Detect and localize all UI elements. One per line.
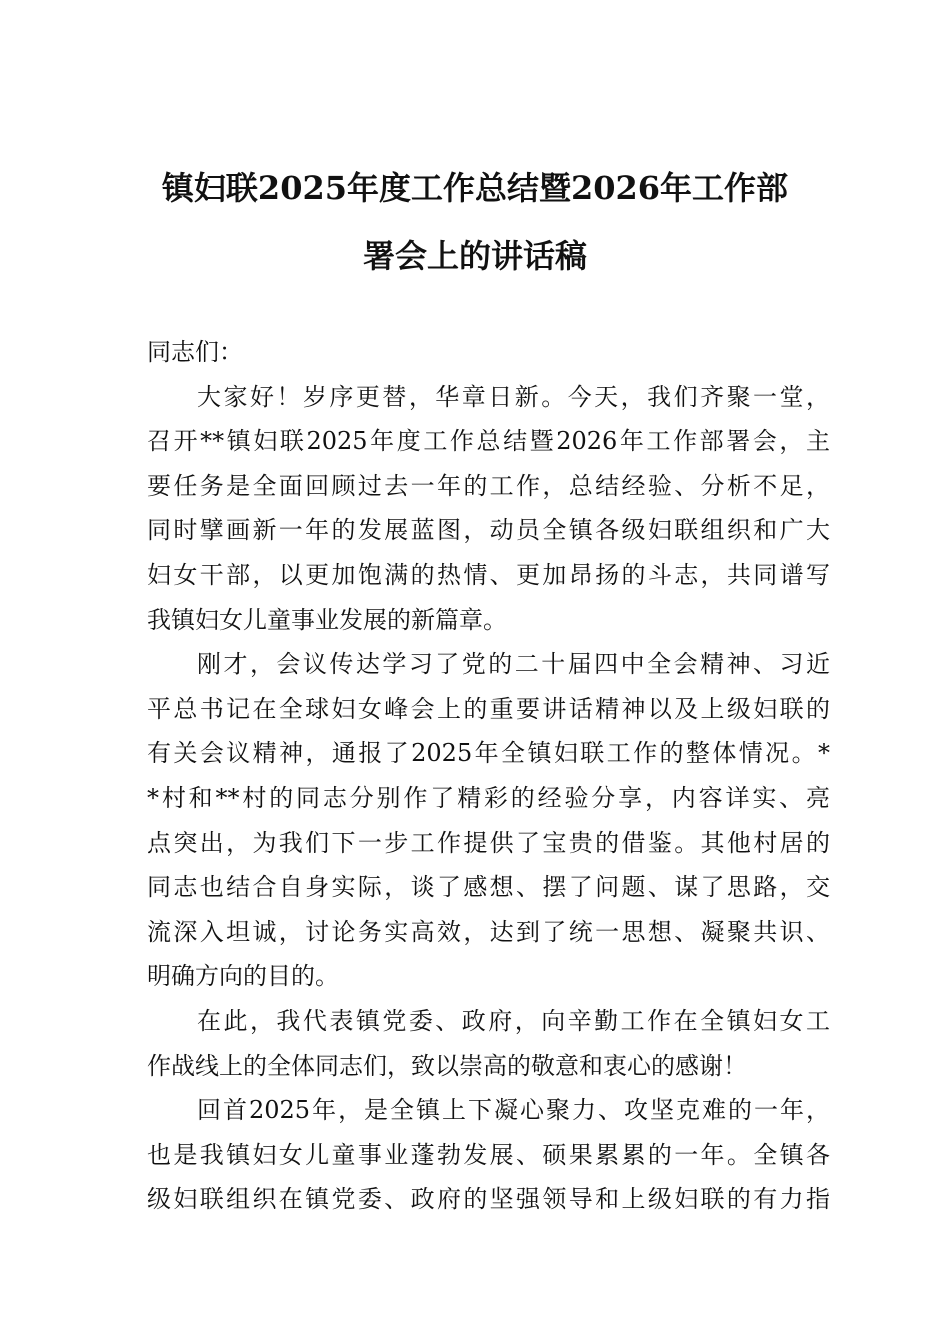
paragraph [147,1088,830,1222]
paragraph-line: 要任务是全面回顾过去一年的工作，总结经验、分析不足， [147,471,830,500]
document-body [147,330,830,1222]
paragraph [147,999,830,1088]
paragraph-line: 级妇联组织在镇党委、政府的坚强领导和上级妇联的有力指 [147,1185,830,1214]
paragraph-line: 召开**镇妇联2025年度工作总结暨2026年工作部署会，主 [147,427,830,456]
paragraph-line: *村和**村的同志分别作了精彩的经验分享，内容详实、亮 [147,783,830,812]
paragraph-line: 点突出，为我们下一步工作提供了宝贵的借鉴。其他村居的 [147,828,830,857]
paragraph-line: 有关会议精神，通报了2025年全镇妇联工作的整体情况。* [147,739,830,768]
paragraph-line: 在此，我代表镇党委、政府，向辛勤工作在全镇妇女工 [197,1006,830,1035]
paragraph-line: 回首2025年，是全镇上下凝心聚力、攻坚克难的一年， [197,1096,830,1125]
paragraph-line: 作战线上的全体同志们，致以崇高的敬意和衷心的感谢！ [147,1051,747,1080]
paragraph-line: 大家好！岁序更替，华章日新。今天，我们齐聚一堂， [197,382,830,411]
paragraph-line: 刚才，会议传达学习了党的二十届四中全会精神、习近 [197,650,830,679]
salutation: 同志们： [147,338,243,366]
document-title-line-1: 镇妇联2025年度工作总结暨2026年工作部 [161,169,789,207]
paragraph [147,642,830,999]
paragraph-line: 妇女干部，以更加饱满的热情、更加昂扬的斗志，共同谱写 [147,560,830,589]
paragraph-line: 同时擘画新一年的发展蓝图，动员全镇各级妇联组织和广大 [147,516,830,545]
paragraph [147,375,830,643]
paragraph-line: 同志也结合自身实际，谈了感想、摆了问题、谋了思路，交 [147,873,830,902]
paragraph-line: 流深入坦诚，讨论务实高效，达到了统一思想、凝聚共识、 [147,917,830,946]
paragraph-line: 平总书记在全球妇女峰会上的重要讲话精神以及上级妇联的 [147,694,830,723]
document-title-line-2: 署会上的讲话稿 [362,237,587,275]
paragraph-line: 我镇妇女儿童事业发展的新篇章。 [147,605,507,634]
paragraph-line: 明确方向的目的。 [147,962,339,991]
paragraph-line: 也是我镇妇女儿童事业蓬勃发展、硕果累累的一年。全镇各 [147,1140,830,1169]
